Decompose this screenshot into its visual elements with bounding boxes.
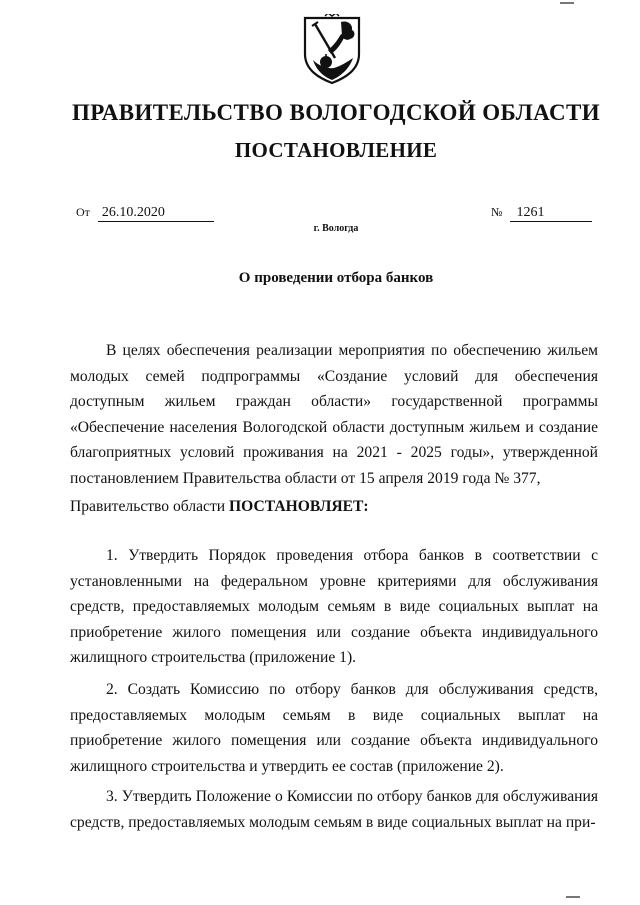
document-date: 26.10.2020	[98, 205, 214, 222]
number-row	[491, 204, 592, 222]
item-3-paragraph: 3. Утвердить Положение о Комиссии по отбору банков для обслуживания средств, предоставляемых молодым семьям в виде социальных выплат на при-	[70, 788, 598, 831]
preamble-paragraph: В целях обеспечения реализации мероприятия по обеспечению жильем молодых семей подпрограммы «Создание условий для обеспечения доступным жильем граждан области» государственной программы «Обеспечение населения Вологодской области доступным жильем и создание благоприятных условий проживания на 2021 - 2025 годы», утвержденной постановлением Правительства области от 15 апреля 2019 года № 377,	[70, 342, 598, 487]
number-prefix: №	[491, 205, 503, 219]
date-row	[76, 204, 214, 222]
coat-of-arms-icon	[301, 14, 363, 86]
decree-lead: Правительство области	[70, 498, 226, 515]
document-type: ПОСТАНОВЛЕНИЕ	[234, 138, 438, 162]
government-title: ПРАВИТЕЛЬСТВО ВОЛОГОДСКОЙ ОБЛАСТИ	[71, 100, 601, 125]
item-2-paragraph: 2. Создать Комиссию по отбору банков для обслуживания средств, предоставляемых молодым семьям в виде социальных выплат на приобретение жилого помещения или создание объекта индивидуального жилищного строительства и утвердить ее состав (приложение 2).	[70, 681, 598, 775]
date-prefix: От	[76, 205, 90, 219]
city-label: г. Вологда	[313, 223, 359, 234]
decree-line	[70, 494, 598, 520]
scan-artifact-bottom	[566, 896, 580, 898]
decree-word: ПОСТАНОВЛЯЕТ:	[229, 498, 369, 515]
item-1-paragraph: 1. Утвердить Порядок проведения отбора банков в соответствии с установленными на федеральном уровне критериями для обслуживания средств, предоставляемых молодым семьям в виде социальных выплат на приобретение жилого помещения или создание объекта индивидуального жилищного строительства (приложение 1).	[70, 547, 598, 666]
scan-artifact-top	[560, 2, 574, 4]
document-subject: О проведении отбора банков	[238, 270, 434, 286]
document-number: 1261	[510, 205, 592, 222]
